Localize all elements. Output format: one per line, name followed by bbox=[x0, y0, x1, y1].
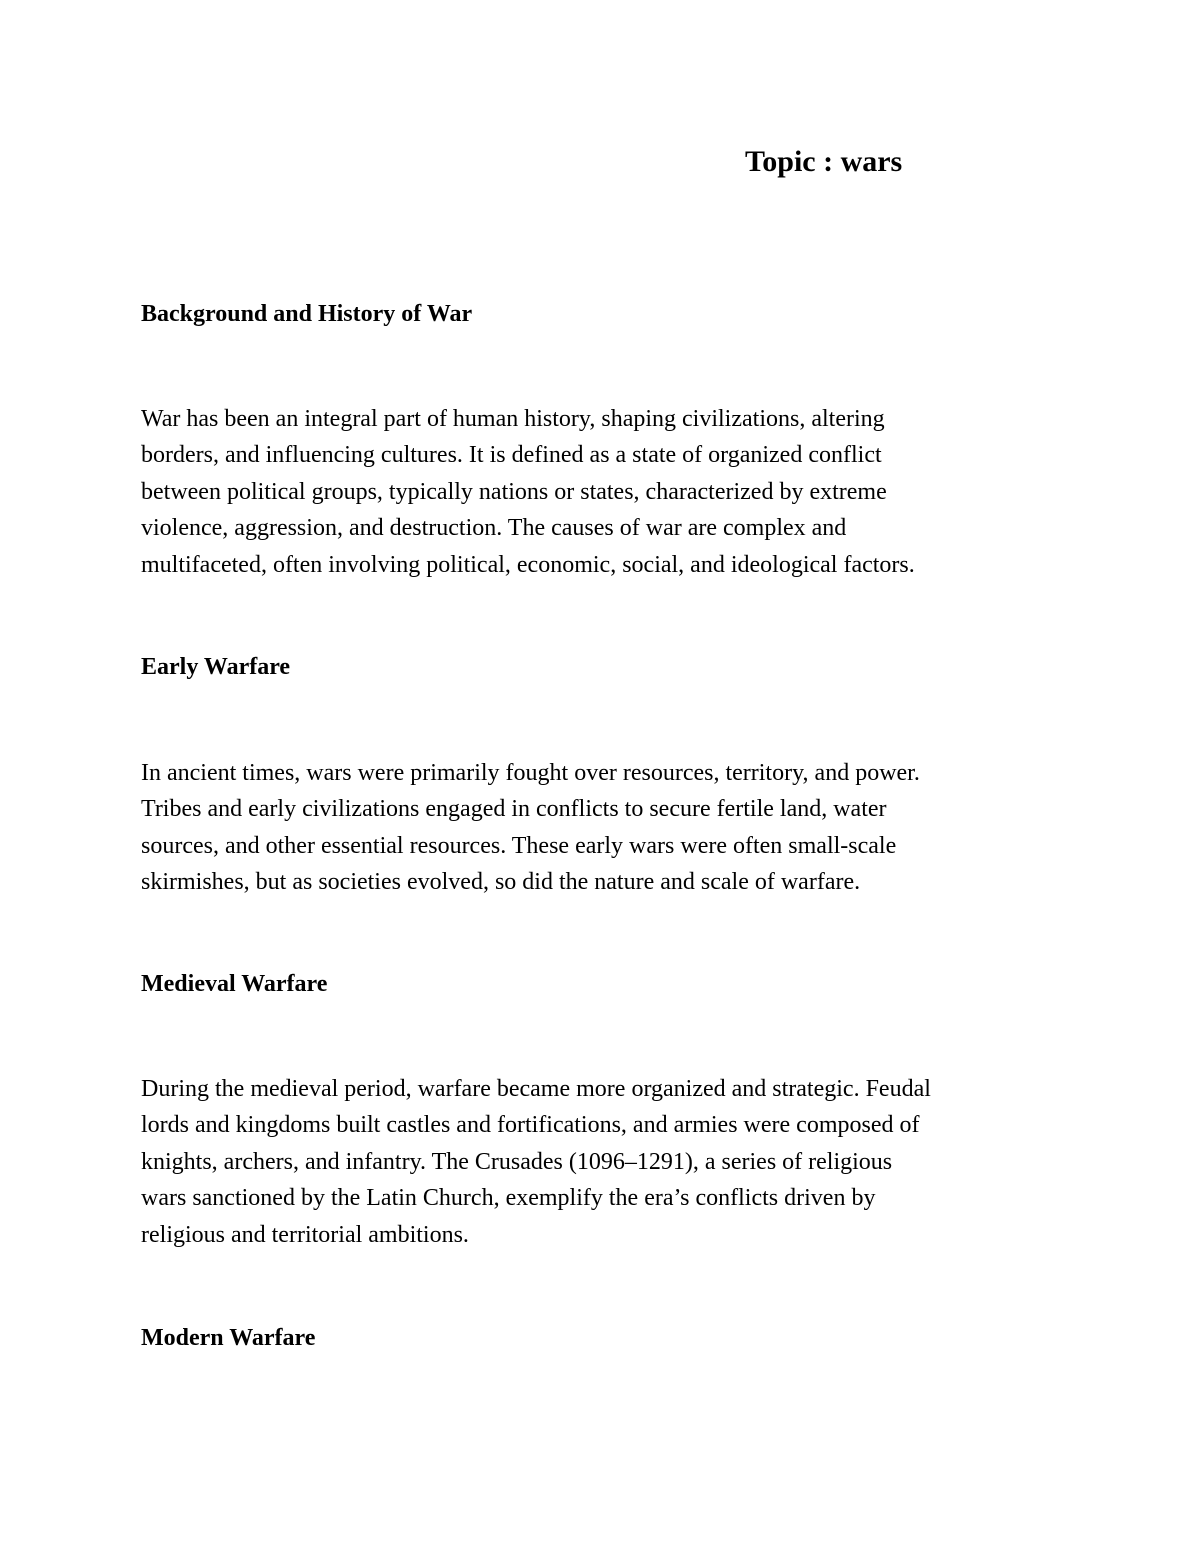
paragraph-line: borders, and influencing cultures. It is defined as a state of organized conflict bbox=[141, 442, 882, 469]
section-heading-background: Background and History of War bbox=[141, 301, 473, 327]
paragraph-line: wars sanctioned by the Latin Church, exemplify the era’s conflicts driven by bbox=[141, 1185, 876, 1212]
paragraph-line: lords and kingdoms built castles and fortifications, and armies were composed of bbox=[141, 1112, 920, 1139]
paragraph-line: violence, aggression, and destruction. The causes of war are complex and bbox=[141, 515, 847, 542]
paragraph-line: skirmishes, but as societies evolved, so did the nature and scale of warfare. bbox=[141, 869, 861, 896]
section-paragraph-early-warfare bbox=[141, 755, 1081, 901]
section-heading-early-warfare: Early Warfare bbox=[141, 654, 291, 680]
paragraph-line: Tribes and early civilizations engaged in conflicts to secure fertile land, water bbox=[141, 796, 887, 823]
paragraph-line: sources, and other essential resources. These early wars were often small-scale bbox=[141, 832, 897, 859]
paragraph-line: knights, archers, and infantry. The Crusades (1096–1291), a series of religious bbox=[141, 1148, 893, 1175]
paragraph-line: In ancient times, wars were primarily fought over resources, territory, and power. bbox=[141, 760, 920, 786]
section-paragraph-background bbox=[141, 401, 1081, 583]
paragraph-line: War has been an integral part of human history, shaping civilizations, altering bbox=[141, 406, 885, 432]
section-heading-modern-warfare: Modern Warfare bbox=[141, 1325, 316, 1351]
paragraph-line: between political groups, typically nations or states, characterized by extreme bbox=[141, 478, 887, 505]
paragraph-line: religious and territorial ambitions. bbox=[141, 1221, 469, 1248]
section-heading-medieval-warfare: Medieval Warfare bbox=[141, 971, 328, 997]
section-paragraph-medieval-warfare bbox=[141, 1071, 1081, 1253]
paragraph-line: During the medieval period, warfare became more organized and strategic. Feudal bbox=[141, 1076, 931, 1102]
document-topic: Topic : wars bbox=[745, 145, 903, 178]
paragraph-line: multifaceted, often involving political, economic, social, and ideological factors. bbox=[141, 551, 915, 578]
